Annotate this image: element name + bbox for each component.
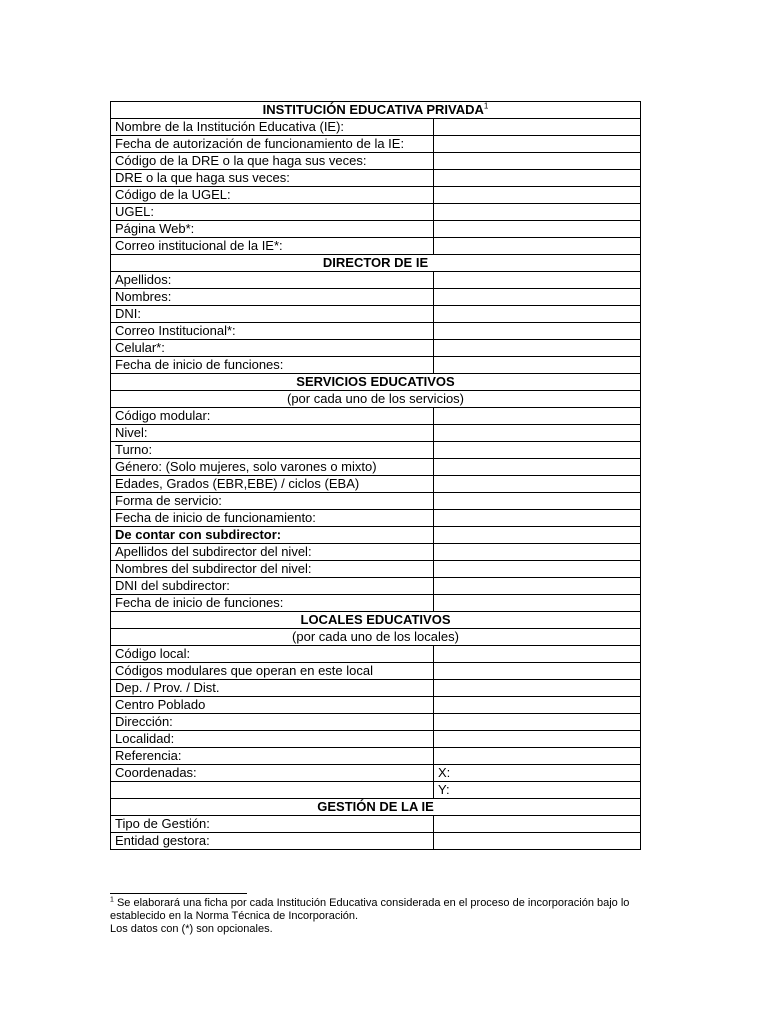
field-value[interactable] xyxy=(434,459,641,476)
footnotes xyxy=(110,897,665,936)
field-value xyxy=(434,527,641,544)
field-label: Nombres del subdirector del nivel: xyxy=(111,561,434,578)
footnote-1 xyxy=(110,897,665,923)
field-value[interactable] xyxy=(434,425,641,442)
field-label: Código de la UGEL: xyxy=(111,187,434,204)
field-value[interactable] xyxy=(434,544,641,561)
director-header-text: DIRECTOR DE IE xyxy=(322,255,429,270)
locales-header xyxy=(111,612,641,629)
field-label: Centro Poblado xyxy=(111,697,434,714)
field-value[interactable] xyxy=(434,595,641,612)
field-value[interactable] xyxy=(434,510,641,527)
field-label xyxy=(111,782,434,799)
form-row xyxy=(111,306,641,323)
field-value[interactable] xyxy=(434,204,641,221)
servicios-subheader-text: (por cada uno de los servicios) xyxy=(286,391,465,406)
form-row xyxy=(111,765,641,782)
field-label: Código local: xyxy=(111,646,434,663)
form-row xyxy=(111,561,641,578)
locales-subheader xyxy=(111,629,641,646)
field-label: DNI: xyxy=(111,306,434,323)
form-row xyxy=(111,544,641,561)
field-value[interactable] xyxy=(434,187,641,204)
field-label: DNI del subdirector: xyxy=(111,578,434,595)
form-row xyxy=(111,153,641,170)
form-row xyxy=(111,646,641,663)
servicios-header xyxy=(111,374,641,391)
form-row xyxy=(111,340,641,357)
field-label: Celular*: xyxy=(111,340,434,357)
field-value[interactable]: Y: xyxy=(434,782,641,799)
field-label: Nombre de la Institución Educativa (IE): xyxy=(111,119,434,136)
gestion-header xyxy=(111,799,641,816)
director-header xyxy=(111,255,641,272)
field-value[interactable] xyxy=(434,238,641,255)
field-label: Fecha de inicio de funciones: xyxy=(111,357,434,374)
servicios-subheader xyxy=(111,391,641,408)
director-header-row xyxy=(111,255,641,272)
field-label: Coordenadas: xyxy=(111,765,434,782)
field-label: Dep. / Prov. / Dist. xyxy=(111,680,434,697)
field-value[interactable] xyxy=(434,442,641,459)
field-value[interactable] xyxy=(434,340,641,357)
field-label: DRE o la que haga sus veces: xyxy=(111,170,434,187)
registration-form-table xyxy=(110,101,641,850)
form-row xyxy=(111,510,641,527)
field-label: Página Web*: xyxy=(111,221,434,238)
field-label: UGEL: xyxy=(111,204,434,221)
form-row xyxy=(111,782,641,799)
field-label: Forma de servicio: xyxy=(111,493,434,510)
field-value[interactable] xyxy=(434,714,641,731)
field-value[interactable] xyxy=(434,357,641,374)
field-label: Localidad: xyxy=(111,731,434,748)
form-row xyxy=(111,408,641,425)
field-label: Entidad gestora: xyxy=(111,833,434,850)
field-label: Referencia: xyxy=(111,748,434,765)
footnote-1-text: Se elaborará una ficha por cada Institución Educativa considerada en el proceso de incorporación bajo lo establecido en la Norma Técnica de Incorporación. xyxy=(110,897,630,922)
field-value[interactable] xyxy=(434,476,641,493)
footnote-2: Los datos con (*) son opcionales. xyxy=(110,923,273,935)
field-value[interactable] xyxy=(434,493,641,510)
form-row xyxy=(111,221,641,238)
locales-header-row xyxy=(111,612,641,629)
institucion-header-text: INSTITUCIÓN EDUCATIVA PRIVADA xyxy=(262,102,484,117)
form-row xyxy=(111,272,641,289)
locales-header-text: LOCALES EDUCATIVOS xyxy=(300,612,451,627)
field-value[interactable] xyxy=(434,289,641,306)
field-label: Código modular: xyxy=(111,408,434,425)
form-row xyxy=(111,425,641,442)
subdirector-heading-row xyxy=(111,527,641,544)
field-value[interactable] xyxy=(434,578,641,595)
field-value[interactable] xyxy=(434,221,641,238)
form-row xyxy=(111,578,641,595)
field-value[interactable] xyxy=(434,272,641,289)
field-label: Códigos modulares que operan en este local xyxy=(111,663,434,680)
field-label: Género: (Solo mujeres, solo varones o mixto) xyxy=(111,459,434,476)
gestion-header-text: GESTIÓN DE LA IE xyxy=(317,799,434,814)
field-value[interactable] xyxy=(434,731,641,748)
field-value[interactable] xyxy=(434,816,641,833)
field-value[interactable] xyxy=(434,136,641,153)
field-label: Fecha de autorización de funcionamiento de la IE: xyxy=(111,136,434,153)
subdirector-heading: De contar con subdirector: xyxy=(111,527,434,544)
form-row xyxy=(111,289,641,306)
form-row xyxy=(111,833,641,850)
field-label: Código de la DRE o la que haga sus veces: xyxy=(111,153,434,170)
form-row xyxy=(111,697,641,714)
form-row xyxy=(111,170,641,187)
form-row xyxy=(111,663,641,680)
locales-subheader-text: (por cada uno de los locales) xyxy=(292,629,459,644)
footnote-ref: 1 xyxy=(483,101,489,111)
field-label: Correo Institucional*: xyxy=(111,323,434,340)
footnote-separator xyxy=(110,893,247,894)
field-label: Nombres: xyxy=(111,289,434,306)
form-row xyxy=(111,493,641,510)
field-label: Fecha de inicio de funcionamiento: xyxy=(111,510,434,527)
form-row xyxy=(111,204,641,221)
form-row xyxy=(111,748,641,765)
field-value[interactable] xyxy=(434,153,641,170)
field-label: Correo institucional de la IE*: xyxy=(111,238,434,255)
field-value[interactable] xyxy=(434,408,641,425)
field-value[interactable] xyxy=(434,323,641,340)
servicios-subheader-row xyxy=(111,391,641,408)
field-value[interactable] xyxy=(434,119,641,136)
form-row xyxy=(111,459,641,476)
field-value[interactable] xyxy=(434,680,641,697)
form-row xyxy=(111,187,641,204)
institucion-header-row xyxy=(111,102,641,119)
field-value[interactable] xyxy=(434,697,641,714)
field-value[interactable] xyxy=(434,306,641,323)
footnote-marker: 1 xyxy=(110,896,114,904)
field-value[interactable] xyxy=(434,833,641,850)
form-row xyxy=(111,476,641,493)
field-label: Turno: xyxy=(111,442,434,459)
form-row xyxy=(111,442,641,459)
field-label: Edades, Grados (EBR,EBE) / ciclos (EBA) xyxy=(111,476,434,493)
field-value[interactable]: X: xyxy=(434,765,641,782)
field-label: Fecha de inicio de funciones: xyxy=(111,595,434,612)
field-value[interactable] xyxy=(434,748,641,765)
servicios-header-row xyxy=(111,374,641,391)
form-row xyxy=(111,238,641,255)
servicios-header-text: SERVICIOS EDUCATIVOS xyxy=(296,374,455,389)
institucion-header xyxy=(111,102,641,119)
field-value[interactable] xyxy=(434,646,641,663)
form-body xyxy=(111,102,641,850)
form-row xyxy=(111,714,641,731)
field-label: Apellidos: xyxy=(111,272,434,289)
form-row xyxy=(111,680,641,697)
form-row xyxy=(111,136,641,153)
field-value[interactable] xyxy=(434,561,641,578)
field-value[interactable] xyxy=(434,663,641,680)
form-row xyxy=(111,816,641,833)
field-label: Nivel: xyxy=(111,425,434,442)
field-value[interactable] xyxy=(434,170,641,187)
form-row xyxy=(111,731,641,748)
field-label: Dirección: xyxy=(111,714,434,731)
form-row xyxy=(111,323,641,340)
locales-subheader-row xyxy=(111,629,641,646)
field-label: Tipo de Gestión: xyxy=(111,816,434,833)
field-label: Apellidos del subdirector del nivel: xyxy=(111,544,434,561)
form-row xyxy=(111,357,641,374)
form-row xyxy=(111,119,641,136)
form-row xyxy=(111,595,641,612)
gestion-header-row xyxy=(111,799,641,816)
